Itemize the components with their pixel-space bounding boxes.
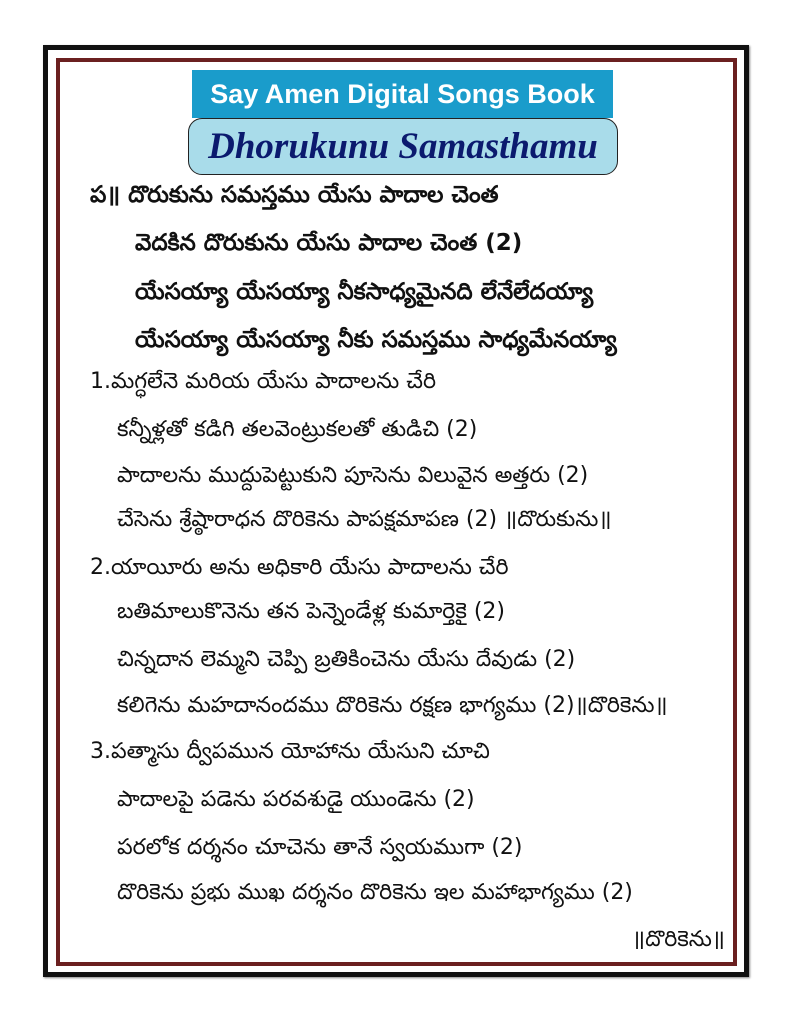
verse3-line: పాదాలపై పడెను పరవశుడై యుండెను (2) — [117, 787, 475, 812]
verse3-line: దొరికెను ప్రభు ముఖ దర్శనం దొరికెను ఇల మహాభాగ్యము (2) — [117, 880, 633, 905]
verse3-line: పరలోక దర్శనం చూచెను తానే స్వయముగా (2) — [117, 835, 523, 860]
verse2-line: బతిమాలుకొనెను తన పెన్నెండేళ్ల కుమార్తెకై (2) — [117, 599, 505, 624]
verse3-refrain: ॥దొరికెను॥ — [631, 927, 725, 952]
verse1-line: 1.మగ్ధలేనె మరియ యేసు పాదాలను చేరి — [90, 369, 437, 394]
song-title: Dhorukunu Samasthamu — [188, 118, 618, 175]
songbook-banner: Say Amen Digital Songs Book — [192, 70, 613, 118]
chorus-line: వెదకిన దొరుకును యేసు పాదాల చెంత (2) — [135, 230, 523, 256]
chorus-line: యేసయ్యా యేసయ్యా నీకు సమస్తము సాధ్యమేనయ్యా — [135, 327, 617, 353]
verse2-line: చిన్నదాన లెమ్మని చెప్పి బ్రతికించెను యేసు దేవుడు (2) — [117, 647, 576, 672]
verse1-line: కన్నీళ్లతో కడిగి తలవెంట్రుకలతో తుడిచి (2) — [117, 417, 478, 442]
chorus-line: ప॥ దొరుకును సమస్తము యేసు పాదాల చెంత — [90, 182, 499, 208]
verse1-line: పాదాలను ముద్దుపెట్టుకుని పూసెను విలువైన అత్తరు (2) — [117, 463, 589, 488]
verse1-line: చేసెను శ్రేష్ఠారాధన దొరికెను పాపక్షమాపణ (2) ॥దొరుకును॥ — [117, 507, 612, 532]
verse2-line: 2.యాయీరు అను అధికారి యేసు పాదాలను చేరి — [90, 555, 509, 580]
chorus-line: యేసయ్యా యేసయ్యా నీకసాధ్యమైనది లేనేలేదయ్యా — [135, 279, 594, 305]
verse2-line: కలిగెను మహదానందము దొరికెను రక్షణ భాగ్యము (2)॥దొరికెను॥ — [117, 693, 668, 718]
verse3-line: 3.పత్మాసు ద్వీపమున యోహాను యేసుని చూచి — [90, 739, 490, 764]
